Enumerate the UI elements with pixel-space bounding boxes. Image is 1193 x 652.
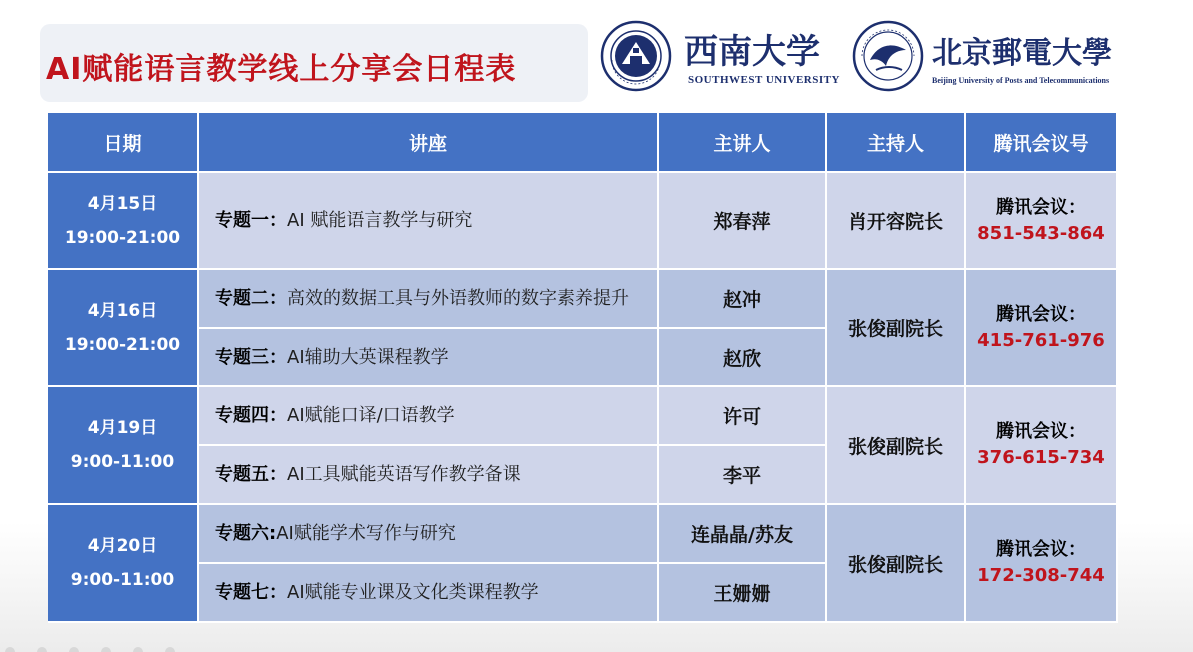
talk-6-speaker: 连晶晶/苏友	[659, 505, 827, 564]
southwest-university-logo	[600, 20, 840, 92]
session-1-time: 19:00-21:00	[64, 227, 181, 248]
header-speaker: 主讲人	[659, 113, 827, 173]
talk-2-speaker: 赵冲	[659, 270, 827, 329]
slide-navigation-dots	[0, 646, 190, 652]
talk-7-topic	[199, 564, 659, 623]
session-3-meeting-id: 376-615-734	[977, 447, 1105, 468]
session-3-host: 张俊副院长	[827, 387, 966, 505]
bupt-english-name: Beijing University of Posts and Telecommunications	[932, 76, 1110, 85]
talk-3-title: AI辅助大英课程教学	[287, 346, 449, 368]
header-date: 日期	[48, 113, 199, 173]
session-4-meeting	[966, 505, 1118, 623]
session-3-time: 9:00-11:00	[70, 452, 175, 472]
session-3-date: 4月19日	[87, 418, 158, 438]
session-1-meeting-label: 腾讯会议：	[996, 196, 1086, 218]
page-title: AI赋能语言教学线上分享会日程表	[46, 52, 517, 87]
session-3-date-cell	[48, 387, 199, 505]
session-4-date: 4月20日	[87, 536, 158, 556]
talk-7-label: 专题七：	[215, 582, 287, 603]
talk-5-label: 专题五：	[215, 464, 287, 485]
talk-1-topic	[199, 173, 659, 270]
southwest-university-chinese-name: 西南大学	[684, 32, 820, 72]
bupt-seal-icon	[852, 20, 924, 92]
header-lecture: 讲座	[199, 113, 659, 173]
session-2-host: 张俊副院长	[827, 270, 966, 387]
session-4-time: 9:00-11:00	[70, 570, 175, 590]
session-2-date-cell	[48, 270, 199, 387]
talk-6-title: AI赋能学术写作与研究	[276, 523, 456, 544]
talk-1-title: AI 赋能语言教学与研究	[287, 210, 473, 231]
southwest-university-english-name: SOUTHWEST UNIVERSITY	[688, 74, 840, 86]
session-2-meeting-id: 415-761-976	[977, 329, 1105, 351]
talk-2-title: 高效的数据工具与外语教师的数字素养提升	[287, 288, 629, 309]
session-2-date: 4月16日	[87, 300, 158, 321]
session-1-meeting	[966, 173, 1118, 270]
bupt-chinese-name: 北京郵電大學	[932, 36, 1112, 71]
header-meeting-id: 腾讯会议号	[966, 113, 1118, 173]
talk-4-label: 专题四：	[215, 405, 287, 426]
session-1-host: 肖开容院长	[827, 173, 966, 270]
talk-7-speaker: 王姗姗	[659, 564, 827, 623]
session-1-meeting-id: 851-543-864	[977, 222, 1105, 244]
talk-4-speaker: 许可	[659, 387, 827, 446]
session-4-meeting-id: 172-308-744	[977, 565, 1105, 586]
talk-4-topic	[199, 387, 659, 446]
session-3-meeting	[966, 387, 1118, 505]
session-1-date: 4月15日	[87, 193, 158, 214]
header-host: 主持人	[827, 113, 966, 173]
talk-3-speaker: 赵欣	[659, 329, 827, 387]
talk-5-title: AI工具赋能英语写作教学备课	[287, 464, 521, 485]
talk-6-topic	[199, 505, 659, 564]
session-3-meeting-label: 腾讯会议：	[996, 421, 1086, 442]
talk-4-title: AI赋能口译/口语教学	[287, 405, 455, 426]
talk-3-label: 专题三：	[215, 346, 287, 368]
talk-3-topic	[199, 329, 659, 387]
session-4-meeting-label: 腾讯会议：	[996, 539, 1086, 560]
session-2-meeting	[966, 270, 1118, 387]
schedule-table	[48, 113, 1118, 623]
talk-1-speaker: 郑春萍	[659, 173, 827, 270]
talk-1-label: 专题一：	[215, 210, 287, 231]
title-banner	[40, 24, 588, 102]
session-4-date-cell	[48, 505, 199, 623]
talk-2-label: 专题二：	[215, 288, 287, 309]
talk-5-topic	[199, 446, 659, 505]
session-2-time: 19:00-21:00	[64, 334, 181, 355]
talk-5-speaker: 李平	[659, 446, 827, 505]
talk-6-label: 专题六:	[215, 523, 277, 544]
session-4-host: 张俊副院长	[827, 505, 966, 623]
talk-2-topic	[199, 270, 659, 329]
session-2-meeting-label: 腾讯会议：	[996, 303, 1086, 325]
talk-7-title: AI赋能专业课及文化类课程教学	[287, 582, 539, 603]
bupt-logo	[852, 20, 1122, 92]
session-1-date-cell	[48, 173, 199, 270]
southwest-university-seal-icon	[600, 20, 672, 92]
